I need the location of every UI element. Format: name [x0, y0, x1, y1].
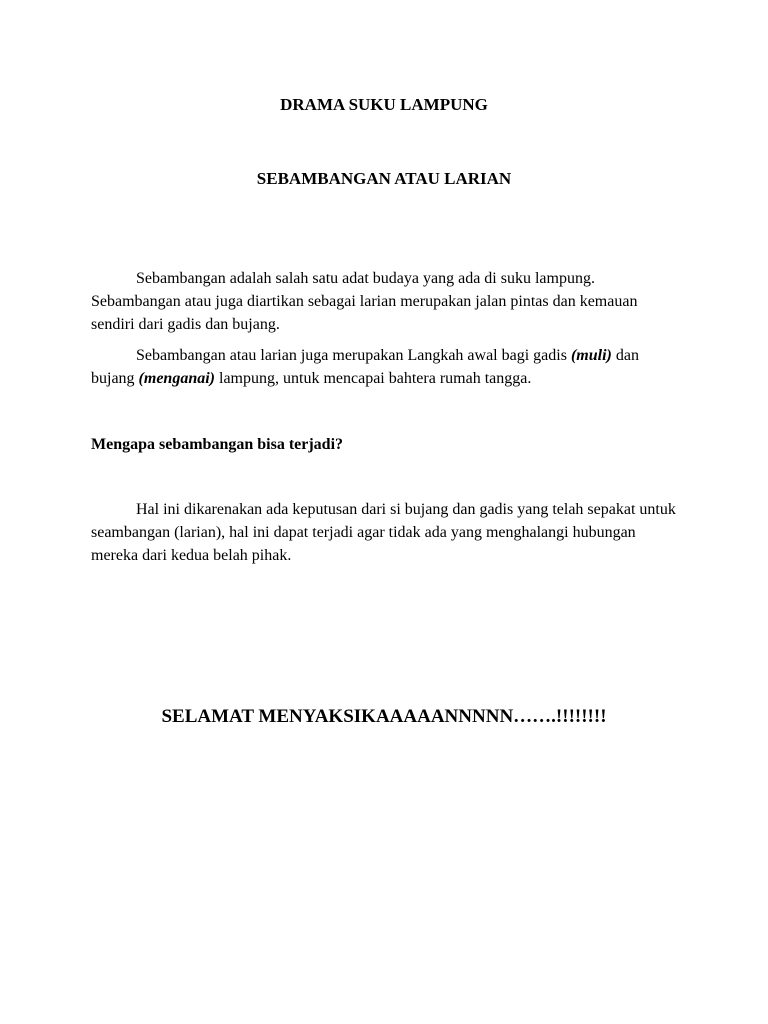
term-muli: (muli) — [570, 347, 612, 364]
paragraph-reason-text: Hal ini dikarenakan ada keputusan dari si bujang dan gadis yang telah sepakat untuk seambangan (larian), hal ini dapat terjadi agar tidak ada yang menghalangi hubungan mereka dari kedua belah pihak. — [91, 501, 676, 564]
paragraph-first-step-text-1: Sebambangan atau larian juga merupakan Langkah awal bagi gadis — [136, 347, 571, 364]
term-menganai: (menganai) — [138, 370, 215, 387]
section-question-heading: Mengapa sebambangan bisa terjadi? — [91, 436, 344, 453]
paragraph-definition — [91, 267, 681, 336]
paragraph-first-step — [91, 344, 681, 390]
paragraph-first-step-text-3: lampung, untuk mencapai bahtera rumah tangga. — [215, 370, 532, 387]
document-subtitle: SEBAMBANGAN ATAU LARIAN — [256, 169, 512, 188]
paragraph-first-step-text-2: dan bujang — [91, 347, 639, 387]
document-title: DRAMA SUKU LAMPUNG — [280, 95, 488, 114]
closing-greeting: SELAMAT MENYAKSIKAAAAANNNNN…….!!!!!!!! — [161, 706, 607, 727]
paragraph-definition-text: Sebambangan adalah salah satu adat budaya yang ada di suku lampung. Sebambangan atau juga diartikan sebagai larian merupakan jalan pintas dan kemauan sendiri dari gadis dan bujang. — [91, 270, 638, 333]
paragraph-reason — [91, 498, 681, 567]
